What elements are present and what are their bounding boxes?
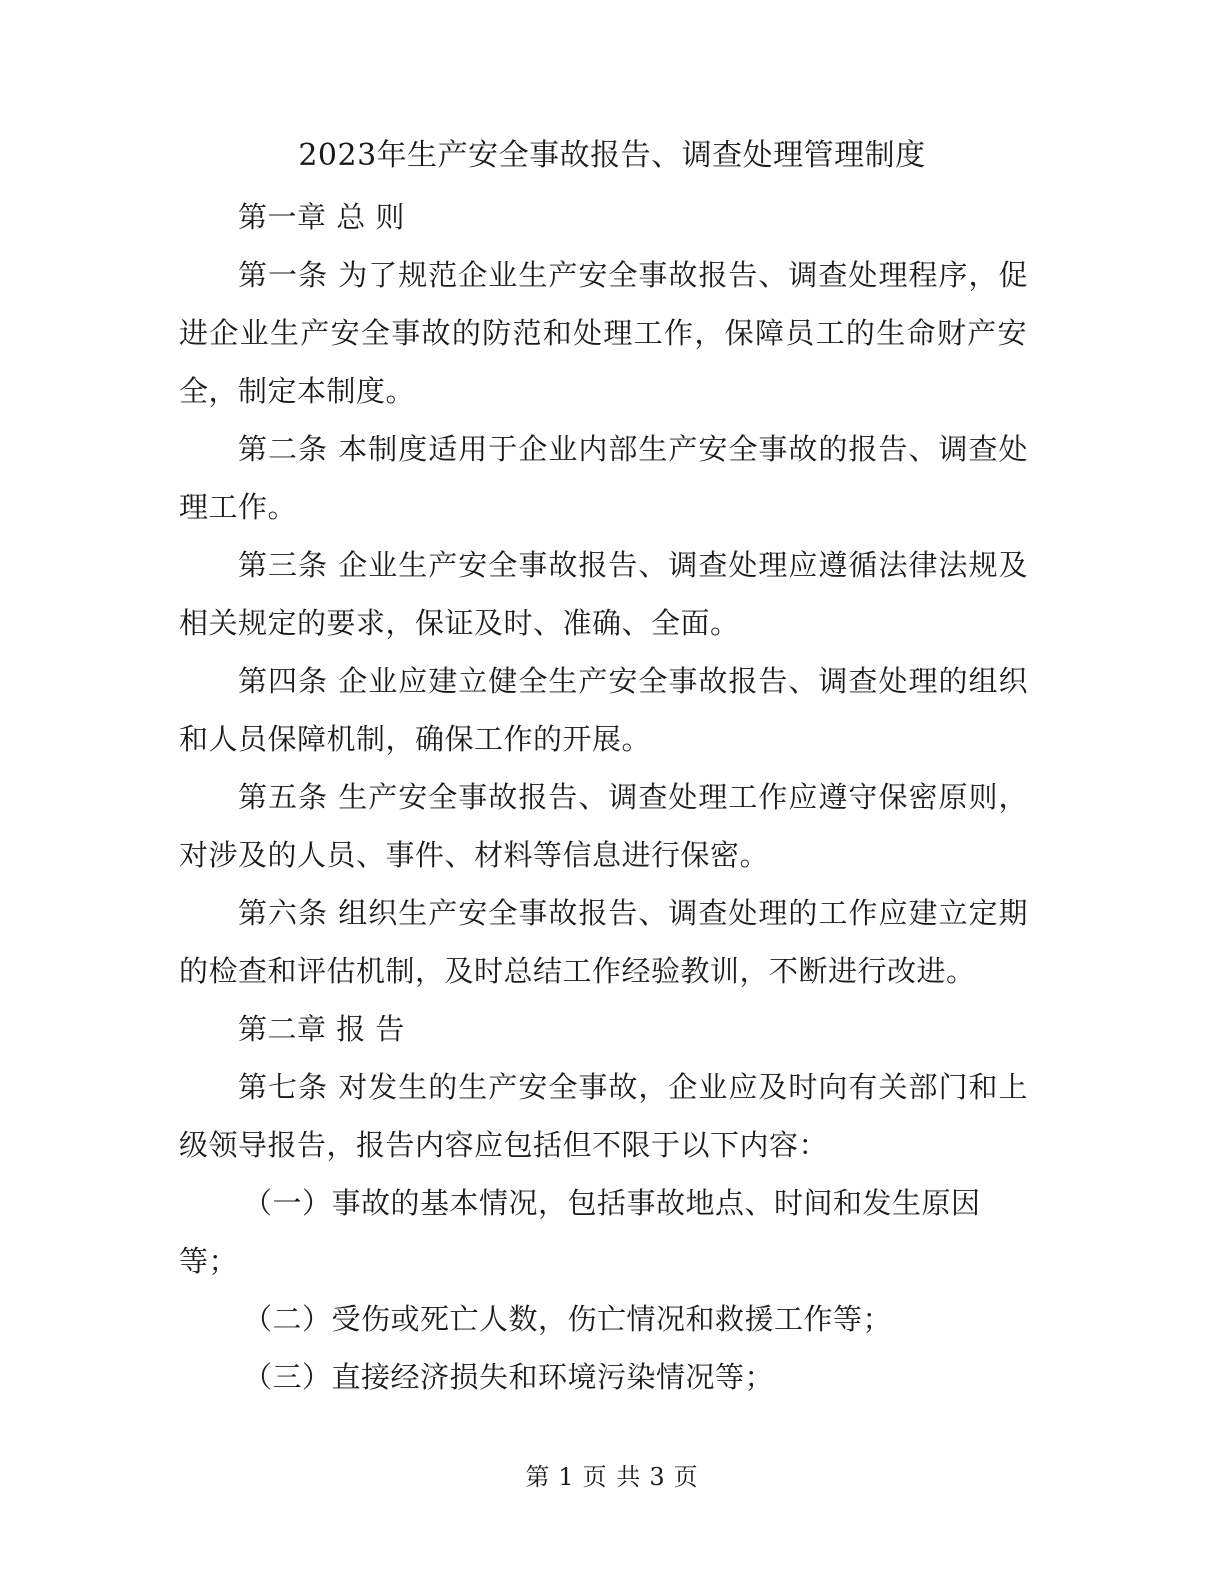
article-line: 第五条 生产安全事故报告、调查处理工作应遵守保密原则，: [238, 780, 1028, 814]
page-label-prefix: 第: [525, 1463, 551, 1491]
article-line: 第二条 本制度适用于企业内部生产安全事故的报告、调查处: [238, 432, 1028, 466]
page-footer: [0, 1460, 1224, 1494]
chapter-heading: 第一章 总 则: [238, 200, 405, 234]
article-line: 的检查和评估机制，及时总结工作经验教训，不断进行改进。: [179, 954, 976, 988]
list-item: （一）事故的基本情况，包括事故地点、时间和发生原因: [243, 1186, 981, 1220]
list-item: 等；: [179, 1244, 239, 1278]
article-line: 第三条 企业生产安全事故报告、调查处理应遵循法律法规及: [238, 548, 1028, 582]
article-line: 第六条 组织生产安全事故报告、调查处理的工作应建立定期: [238, 896, 1028, 930]
article-line: 对涉及的人员、事件、材料等信息进行保密。: [179, 838, 770, 872]
list-item: （二）受伤或死亡人数，伤亡情况和救援工作等；: [243, 1302, 893, 1336]
article-line: 理工作。: [179, 490, 298, 524]
article-line: 第四条 企业应建立健全生产安全事故报告、调查处理的组织: [238, 664, 1028, 698]
document-title: 2023年生产安全事故报告、调查处理管理制度: [298, 138, 926, 173]
article-line: 相关规定的要求，保证及时、准确、全面。: [179, 606, 740, 640]
page-number: 1: [558, 1463, 575, 1491]
article-line: 第七条 对发生的生产安全事故，企业应及时向有关部门和上: [238, 1070, 1028, 1104]
chapter-heading: 第二章 报 告: [238, 1012, 405, 1046]
list-item: （三）直接经济损失和环境污染情况等；: [243, 1360, 775, 1394]
article-line: 第一条 为了规范企业生产安全事故报告、调查处理程序，促: [238, 258, 1028, 292]
article-line: 进企业生产安全事故的防范和处理工作，保障员工的生命财产安: [179, 316, 1027, 350]
article-line: 级领导报告，报告内容应包括但不限于以下内容：: [179, 1128, 829, 1162]
page-label-mid: 页 共: [582, 1463, 642, 1491]
total-pages: 3: [649, 1463, 666, 1491]
article-line: 和人员保障机制，确保工作的开展。: [179, 722, 652, 756]
page-label-suffix: 页: [673, 1463, 699, 1491]
article-line: 全，制定本制度。: [179, 374, 416, 408]
